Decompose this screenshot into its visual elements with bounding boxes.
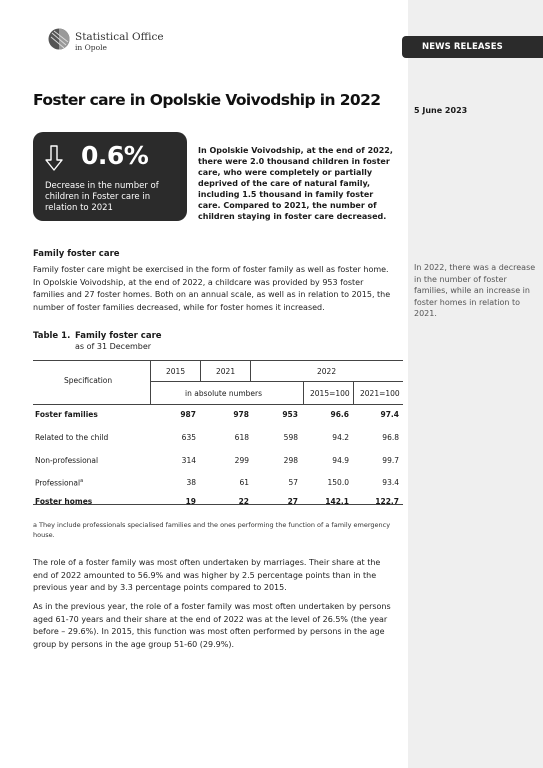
header-mid-rule bbox=[150, 381, 403, 382]
page-title: Foster care in Opolskie Voivodship in 2022 bbox=[33, 91, 381, 109]
cell-value: 19 bbox=[185, 497, 196, 506]
cell-value: 93.4 bbox=[382, 478, 399, 487]
cell-value: 96.8 bbox=[382, 433, 399, 442]
header-bottom-rule bbox=[33, 404, 403, 405]
cell-value: 99.7 bbox=[382, 456, 399, 465]
cell-value: 27 bbox=[287, 497, 298, 506]
cell-value: 987 bbox=[180, 410, 196, 419]
paragraph-family-foster-care: Family foster care might be exercised in the form of foster family as well as foster home. In Opolskie Voivodship, at the end of 2022, a childcare was provided by 953 foster families and 27 foster homes. Both on an annual scale, as well as in relation to 2015, the number of foster families decreased, while for foster homes it increased. bbox=[33, 265, 391, 312]
table-subtitle: as of 31 December bbox=[75, 342, 152, 351]
table-footnote: a They include professionals specialised families and the ones performing the function of a family emergency house. bbox=[33, 521, 391, 539]
side-note: In 2022, there was a decrease in the number of foster families, while an increase in foster homes in relation to 2021. bbox=[414, 263, 536, 318]
table-title: Family foster care bbox=[75, 331, 162, 341]
header-index-2021: 2021=100 bbox=[360, 389, 400, 398]
row-label: Foster homes bbox=[35, 497, 93, 506]
cell-value: 598 bbox=[283, 433, 298, 442]
cell-value: 97.4 bbox=[380, 410, 399, 419]
cell-value: 94.9 bbox=[332, 456, 349, 465]
footnote-marker: a bbox=[80, 478, 84, 484]
statistical-office-logo-icon bbox=[48, 28, 70, 50]
release-date: 5 June 2023 bbox=[414, 106, 468, 115]
cell-value: 618 bbox=[234, 433, 249, 442]
cell-value: 61 bbox=[239, 478, 249, 487]
header-index-2015: 2015=100 bbox=[310, 389, 350, 398]
cell-value: 978 bbox=[233, 410, 249, 419]
col-divider bbox=[200, 360, 201, 381]
paragraph-marriages: The role of a foster family was most often undertaken by marriages. Their share at the end of 2022 amounted to 56.9% and was higher by 2.5 percentage points than in the previous year and by 3.3 percentage points compared to 2015. bbox=[33, 558, 381, 592]
cell-value: 38 bbox=[186, 478, 196, 487]
cell-value: 94.2 bbox=[332, 433, 349, 442]
table-label: Table 1. bbox=[33, 331, 71, 341]
paragraph-age-groups: As in the previous year, the role of a foster family was most often undertaken by persons aged 61-70 years and their share at the end of 2022 was at the level of 26.5% (the year before – 29.6%). In 2015, this function was most often performed by persons in the age group by persons in the age group 51-60 (29.9%). bbox=[33, 602, 391, 649]
header-specification: Specification bbox=[64, 376, 113, 385]
key-figure-callout bbox=[33, 132, 187, 221]
section-heading: Family foster care bbox=[33, 249, 120, 259]
org-name-line2: in Opole bbox=[75, 43, 107, 52]
header-2021: 2021 bbox=[216, 367, 236, 376]
cell-value: 150.0 bbox=[327, 478, 349, 487]
lead-paragraph: In Opolskie Voivodship, at the end of 2022, there were 2.0 thousand children in foster care, who were completely or partially deprived of the care of natural family, including 1.5 thousand in family foster care. Compared to 2021, the number of children staying in foster care decreased. bbox=[198, 146, 393, 221]
row-label-text: Professional bbox=[35, 478, 81, 488]
header-absolute-numbers: in absolute numbers bbox=[185, 389, 263, 398]
key-figure-description: Decrease in the number of children in Foster care in relation to 2021 bbox=[45, 181, 159, 213]
col-divider bbox=[303, 381, 304, 404]
table-top-rule bbox=[33, 360, 403, 361]
cell-value: 142.1 bbox=[325, 497, 349, 506]
organization-name bbox=[75, 31, 164, 53]
cell-value: 96.6 bbox=[330, 410, 349, 419]
row-label: Foster families bbox=[35, 410, 98, 419]
row-label: Non-professional bbox=[35, 456, 99, 465]
down-arrow-icon bbox=[45, 145, 63, 171]
cell-value: 314 bbox=[181, 456, 196, 465]
cell-value: 635 bbox=[181, 433, 196, 442]
col-divider bbox=[353, 381, 354, 404]
cell-value: 122.7 bbox=[375, 497, 399, 506]
org-name-line1: Statistical Office bbox=[75, 31, 164, 43]
right-sidebar bbox=[408, 0, 543, 768]
col-divider bbox=[150, 360, 151, 404]
cell-value: 57 bbox=[288, 478, 298, 487]
cell-value: 298 bbox=[283, 456, 298, 465]
col-divider bbox=[250, 360, 251, 381]
key-figure-value: 0.6% bbox=[81, 141, 149, 170]
cell-value: 22 bbox=[238, 497, 249, 506]
header-2022: 2022 bbox=[317, 367, 337, 376]
header-2015: 2015 bbox=[166, 367, 186, 376]
row-label: Related to the child bbox=[35, 433, 109, 442]
row-label bbox=[35, 478, 83, 488]
news-releases-badge: NEWS RELEASES bbox=[402, 36, 543, 58]
cell-value: 299 bbox=[234, 456, 249, 465]
cell-value: 953 bbox=[282, 410, 298, 419]
